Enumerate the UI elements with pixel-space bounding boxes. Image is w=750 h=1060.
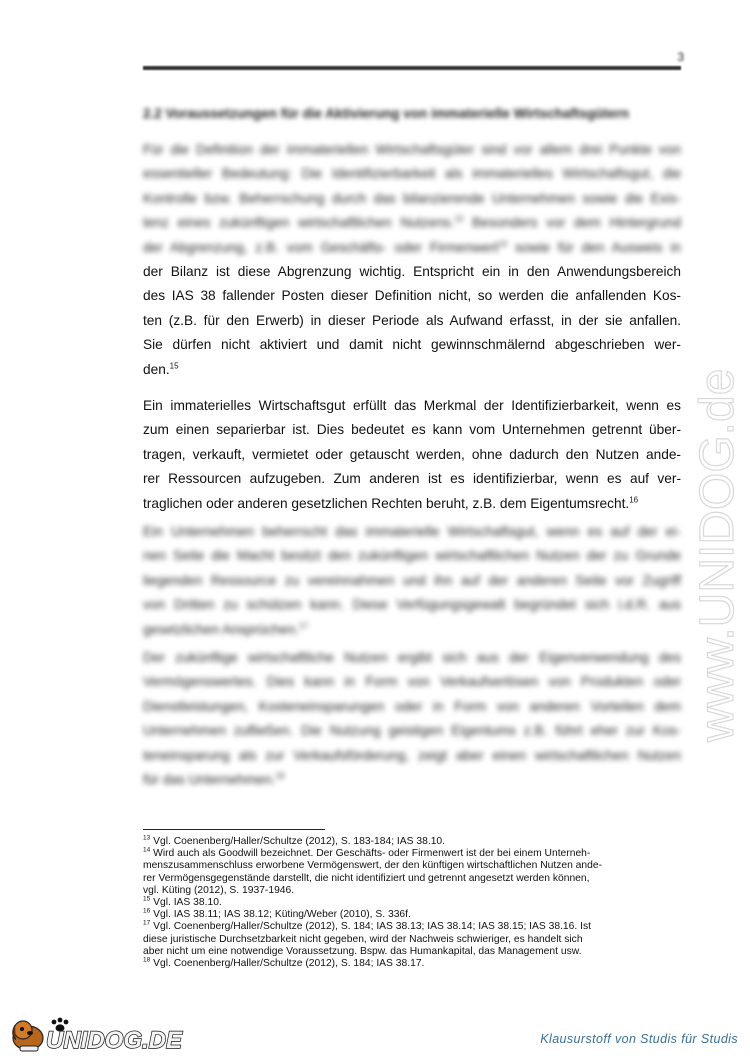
text-line — [143, 670, 681, 694]
watermark-text: www.UNIDOG.de — [691, 368, 744, 742]
text-line — [143, 520, 681, 544]
line-text: Sie dürfen nicht aktiviert und damit nicht gewinnschmälernd abgeschrieben wer- — [143, 337, 681, 353]
text-line — [143, 569, 681, 593]
text-line — [143, 695, 681, 719]
footnote-marker[interactable]: 14 — [498, 239, 508, 249]
watermark — [688, 280, 748, 750]
text-line — [143, 768, 681, 792]
page-number: 3 — [677, 50, 684, 64]
text-line — [143, 284, 681, 308]
text-line — [143, 544, 681, 568]
paragraph — [143, 394, 681, 516]
line-text: Ein Unternehmen beherrscht das immaterielle Wirtschaftsgut, wenn es auf der ei- — [143, 524, 681, 539]
footnote-text: Vgl. IAS 38.11; IAS 38.12; Küting/Weber (2010), S. 336f. — [150, 909, 411, 921]
line-text: nen Seite die Macht besitzt den zukünftigen wirtschaftlichen Nutzen der zu Grunde — [143, 548, 681, 564]
footnote-line — [143, 934, 683, 946]
paragraph — [143, 646, 681, 792]
footnote-separator — [143, 829, 325, 830]
footnote-marker[interactable]: 13 — [454, 214, 464, 224]
line-text: Für die Definition der immateriellen Wirtschaftsgüter sind vor allem drei Punkte von — [143, 142, 681, 157]
footnote-line — [143, 958, 683, 970]
footnote-line — [143, 885, 683, 897]
line-text: des IAS 38 fallender Posten dieser Definition nicht, so werden die anfallenden Kos- — [143, 288, 681, 304]
text-line — [143, 443, 681, 467]
line-text: Vermögenswertes. Dies kann in Form von Verkaufserlösen von Produkten oder — [143, 674, 681, 690]
footnote-number: 16 — [143, 907, 151, 915]
text-line — [143, 744, 681, 768]
footnote-number: 17 — [143, 920, 151, 927]
footnote-line — [143, 921, 683, 933]
footnote-line — [143, 848, 683, 860]
text-line — [143, 138, 681, 162]
footnote-text: Vgl. IAS 38.10. — [150, 897, 222, 909]
footnote-marker[interactable]: 15 — [169, 361, 179, 371]
line-text: Kontrolle bzw. Beherrschung durch das bilanzierende Unternehmen sowie die Exis- — [143, 190, 681, 206]
line-text: gesetzlichen Ansprüchen. — [143, 621, 299, 637]
text-line — [143, 593, 681, 617]
line-text: essentieller Bedeutung: Die Identifizierbarkeit als immaterielles Wirtschaftsgut, die — [143, 166, 681, 182]
line-text: den. — [143, 361, 170, 377]
text-line — [143, 211, 681, 235]
logo-text: UNIDOG.DE — [46, 1027, 183, 1054]
line-text: teneinsparung als zur Verkaufsförderung, zeigt aber einen wirtschaftlichen Nutzen — [143, 747, 681, 763]
footnote-number: 13 — [143, 834, 151, 842]
line-text: Der zukünftige wirtschaftliche Nutzen ergibt sich aus der Eigenverwendung des — [143, 650, 681, 665]
line-text-continued: sowie für den Ausweis in — [507, 239, 681, 255]
footnote-line — [143, 836, 683, 848]
footnote-text: rer Vermögensgegenstände darstellt, die nicht identifiziert und getrennt angesetzt werden können, — [143, 872, 590, 884]
paragraph — [143, 520, 681, 642]
footnote-text: Vgl. Coenenberg/Haller/Schultze (2012), S. 184; IAS 38.17. — [150, 958, 425, 970]
text-line — [143, 467, 681, 491]
line-text-continued: Besonders vor dem Hintergrund — [463, 215, 681, 231]
line-text: für das Unternehmen. — [143, 772, 276, 788]
header-rule — [143, 66, 681, 70]
line-text: Dienstleistungen, Kosteneinsparungen oder in Form von anderen Vorteilen dem — [143, 698, 681, 714]
footnote-marker[interactable]: 17 — [299, 621, 308, 631]
footnote-line — [143, 873, 683, 885]
paragraph — [143, 138, 681, 382]
text-line — [143, 333, 681, 357]
dog-mascot-icon — [13, 1021, 43, 1051]
line-text: von Dritten zu schützen kann. Diese Verfügungsgewalt begründet sich i.d.R. aus — [143, 597, 681, 613]
footnote-text: menszusammenschluss erworbene Vermögenswert, der den künftigen wirtschaftlichen Nutzen ande- — [143, 860, 603, 872]
line-text: Ein immaterielles Wirtschaftsgut erfüllt das Merkmal der Identifizierbarkeit, wenn es — [143, 398, 681, 413]
text-line — [143, 719, 681, 743]
text-line — [143, 418, 681, 442]
text-line — [143, 260, 681, 284]
text-line — [143, 492, 681, 516]
line-text: ten (z.B. für den Erwerb) in dieser Periode als Aufwand erfasst, in der sie anfallen. — [143, 312, 681, 328]
footnote-line — [143, 946, 683, 958]
line-text: zum einen separierbar ist. Dies bedeutet es kann vom Unternehmen getrennt über- — [143, 422, 681, 438]
text-line — [143, 187, 681, 211]
footer-tagline: Klausurstoff von Studis für Studis — [540, 1032, 738, 1046]
text-line — [143, 618, 681, 642]
footnote-text: vgl. Küting (2012), S. 1937-1946. — [143, 884, 295, 896]
footnote-text: Vgl. Coenenberg/Haller/Schultze (2012), S. 184; IAS 38.13; IAS 38.14; IAS 38.15; IAS 38.16. Ist — [150, 921, 591, 933]
line-text: traglichen oder anderen gesetzlichen Rechten beruht, z.B. dem Eigentumsrecht. — [143, 495, 630, 511]
line-text: tenz eines zukünftigen wirtschaftlichen Nutzens. — [143, 215, 455, 231]
text-line — [143, 236, 681, 260]
line-text: tragen, verkauft, vermietet oder getauscht werden, ohne dadurch den Nutzen ande- — [143, 446, 681, 462]
footnote-line — [143, 909, 683, 921]
footnote-line — [143, 897, 683, 909]
text-line — [143, 646, 681, 670]
footnote-number: 14 — [143, 846, 151, 854]
text-line — [143, 309, 681, 333]
footnote-line — [143, 860, 683, 872]
footnote-marker[interactable]: 16 — [629, 495, 639, 505]
unidog-logo — [6, 1010, 186, 1054]
text-line — [143, 162, 681, 186]
line-text: der Abgrenzung, z.B. vom Geschäfts- oder Firmenwert — [143, 239, 499, 255]
section-heading: 2.2 Voraussetzungen für die Aktivierung von immaterielle Wirtschaftsgütern — [143, 106, 629, 121]
footnote-marker[interactable]: 18 — [275, 771, 285, 781]
footnote-text: Vgl. Coenenberg/Haller/Schultze (2012), S. 183-184; IAS 38.10. — [150, 836, 446, 847]
text-line — [143, 358, 681, 382]
footnote-text: Wird auch als Goodwill bezeichnet. Der Geschäfts- oder Firmenwert ist der bei einem Unterneh- — [150, 848, 591, 860]
footnote-text: diese juristische Durchsetzbarkeit nicht gegeben, wird der Nachweis schwieriger, es handelt sich — [143, 933, 583, 945]
line-text: Unternehmen zufließen. Die Nutzung geistigen Eigentums z.B. führt eher zur Kos- — [143, 723, 681, 739]
text-line — [143, 394, 681, 418]
line-text: rer Ressourcen aufzugeben. Zum anderen ist es identifizierbar, wenn es auf ver- — [143, 471, 681, 487]
footnote-number: 18 — [143, 956, 151, 964]
line-text: liegenden Ressource zu vereinnahmen und ihn auf der anderen Seite vor Zugriff — [143, 572, 681, 588]
footnote-text: aber nicht um eine notwendige Voraussetzung. Bspw. das Humankapital, das Management usw. — [143, 945, 582, 957]
line-text: der Bilanz ist diese Abgrenzung wichtig. Entspricht ein in den Anwendungsbereich — [143, 264, 681, 280]
footnote-number: 15 — [143, 895, 151, 903]
footnotes — [143, 836, 683, 970]
